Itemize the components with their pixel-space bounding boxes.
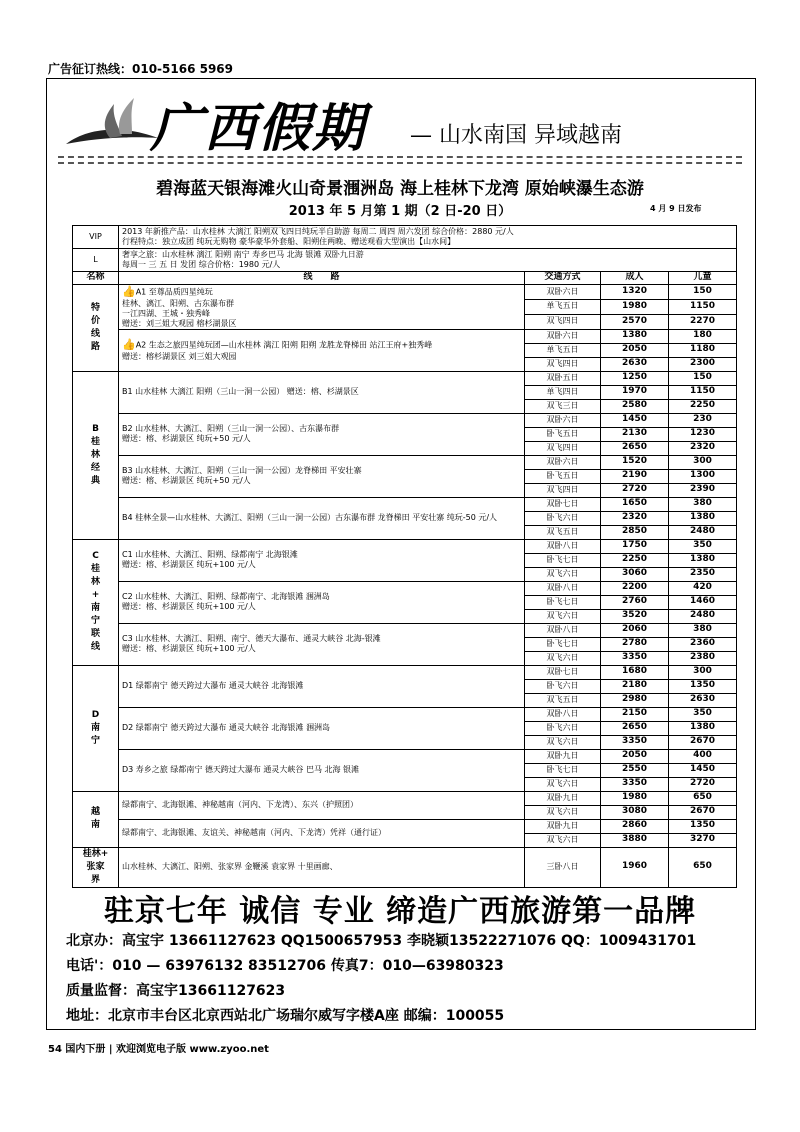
transport-cell: 双飞六日 bbox=[525, 777, 601, 791]
transport-cell: 双飞六日 bbox=[525, 651, 601, 665]
adult-cell: 2550 bbox=[601, 763, 669, 777]
adult-cell: 1680 bbox=[601, 665, 669, 679]
l-row bbox=[73, 249, 737, 272]
table-row bbox=[73, 665, 737, 679]
transport-cell: 双飞四日 bbox=[525, 483, 601, 497]
route-description: 山水桂林、大漓江、阳朔、张家界 金鞭溪 袁家界 十里画廊、 bbox=[119, 847, 525, 887]
child-cell: 2380 bbox=[669, 651, 737, 665]
adult-cell: 2250 bbox=[601, 553, 669, 567]
adult-cell: 1380 bbox=[601, 329, 669, 343]
transport-cell: 卧飞六日 bbox=[525, 721, 601, 735]
table-row bbox=[73, 329, 737, 343]
table-row bbox=[73, 413, 737, 427]
child-cell: 3270 bbox=[669, 833, 737, 847]
child-cell: 1460 bbox=[669, 595, 737, 609]
child-cell: 2480 bbox=[669, 609, 737, 623]
child-cell: 1150 bbox=[669, 385, 737, 399]
transport-cell: 卧飞六日 bbox=[525, 511, 601, 525]
adult-cell: 1960 bbox=[601, 847, 669, 887]
transport-cell: 卧飞七日 bbox=[525, 595, 601, 609]
child-cell: 2630 bbox=[669, 693, 737, 707]
child-cell: 2350 bbox=[669, 567, 737, 581]
route-description: D3 寿乡之旅 绿都南宁 德天跨过大瀑布 通灵大峡谷 巴马 北海 银滩 bbox=[119, 749, 525, 791]
transport-cell: 双飞六日 bbox=[525, 735, 601, 749]
transport-cell: 双卧六日 bbox=[525, 455, 601, 469]
adult-cell: 2860 bbox=[601, 819, 669, 833]
transport-cell: 双卧八日 bbox=[525, 581, 601, 595]
adult-cell: 2580 bbox=[601, 399, 669, 413]
thumbs-up-icon: 👍 bbox=[122, 285, 136, 298]
contact-address: 地址：北京市丰台区北京西站北广场瑞尔威写字楼A座 邮编：100055 bbox=[66, 1008, 505, 1024]
table-row bbox=[73, 581, 737, 595]
adult-cell: 1980 bbox=[601, 791, 669, 805]
transport-cell: 单飞四日 bbox=[525, 385, 601, 399]
transport-cell: 卧飞五日 bbox=[525, 427, 601, 441]
route-description: B3 山水桂林、大漓江、阳朔（三山一洞一公园）龙脊梯田 平安壮寨 赠送：榕、杉湖景区 纯玩+50 元/人 bbox=[119, 455, 525, 497]
adult-cell: 2050 bbox=[601, 749, 669, 763]
adult-cell: 1750 bbox=[601, 539, 669, 553]
adult-cell: 2720 bbox=[601, 483, 669, 497]
transport-cell: 双飞五日 bbox=[525, 693, 601, 707]
adult-cell: 2650 bbox=[601, 441, 669, 455]
transport-cell: 双卧六日 bbox=[525, 329, 601, 343]
transport-cell: 双飞六日 bbox=[525, 805, 601, 819]
child-cell: 2270 bbox=[669, 314, 737, 329]
table-row bbox=[73, 749, 737, 763]
l-label: L bbox=[73, 249, 119, 272]
route-text: A2 生态之旅四星纯玩团—山水桂林 漓江 阳朔 阳朔 龙胜龙脊梯田 站江王府+独秀峰 赠送：榕杉湖景区 刘三姐大观园 bbox=[122, 340, 433, 362]
section-label: C 桂 林 + 南 宁 联 线 bbox=[73, 539, 119, 665]
child-cell: 300 bbox=[669, 665, 737, 679]
route-description: B2 山水桂林、大漓江、阳朔（三山一洞一公园）、古东瀑布群 赠送：榕、杉湖景区 纯玩+50 元/人 bbox=[119, 413, 525, 455]
contact-beijing-office: 北京办：高宝宇 13661127623 QQ1500657953 李晓颖13522271076 QQ：1009431701 bbox=[66, 933, 697, 949]
brand-title: 广西假期 bbox=[150, 98, 367, 159]
transport-cell: 单飞五日 bbox=[525, 343, 601, 357]
adult-cell: 1650 bbox=[601, 497, 669, 511]
vip-row bbox=[73, 226, 737, 249]
divider bbox=[58, 162, 742, 164]
thumbs-up-icon: 👍 bbox=[122, 338, 136, 352]
adult-cell: 2320 bbox=[601, 511, 669, 525]
issue-date: 2013 年 5 月第 1 期（2 日-20 日） bbox=[288, 204, 512, 219]
transport-cell: 双飞四日 bbox=[525, 441, 601, 455]
transport-cell: 双飞四日 bbox=[525, 357, 601, 371]
adult-cell: 2760 bbox=[601, 595, 669, 609]
transport-cell: 双飞六日 bbox=[525, 609, 601, 623]
adult-cell: 2190 bbox=[601, 469, 669, 483]
child-cell: 2320 bbox=[669, 441, 737, 455]
route-description: D2 绿都南宁 德天跨过大瀑布 通灵大峡谷 北海银滩 涠洲岛 bbox=[119, 707, 525, 749]
divider bbox=[58, 156, 742, 158]
col-transport: 交通方式 bbox=[525, 272, 601, 285]
adult-cell: 1250 bbox=[601, 371, 669, 385]
price-table bbox=[72, 225, 737, 888]
table-row bbox=[73, 285, 737, 300]
adult-cell: 1980 bbox=[601, 299, 669, 314]
child-cell: 150 bbox=[669, 285, 737, 300]
child-cell: 2250 bbox=[669, 399, 737, 413]
route-description: 绿都南宁、北海银滩、神秘越南（河内、下龙湾）、东兴（护照团） bbox=[119, 791, 525, 819]
adult-cell: 2150 bbox=[601, 707, 669, 721]
route-description: B4 桂林全景—山水桂林、大漓江、阳朔（三山一洞一公园）古东瀑布群 龙脊梯田 平安壮寨 纯玩-50 元/人 bbox=[119, 497, 525, 539]
col-route: 线 路 bbox=[119, 272, 525, 285]
child-cell: 1380 bbox=[669, 511, 737, 525]
child-cell: 2390 bbox=[669, 483, 737, 497]
adult-cell: 1450 bbox=[601, 413, 669, 427]
transport-cell: 双卧九日 bbox=[525, 819, 601, 833]
section-label: 越 南 bbox=[73, 791, 119, 847]
child-cell: 1350 bbox=[669, 679, 737, 693]
adult-cell: 3880 bbox=[601, 833, 669, 847]
child-cell: 150 bbox=[669, 371, 737, 385]
transport-cell: 双卧六日 bbox=[525, 285, 601, 300]
contact-phone-fax: 电话'：010 — 63976132 83512706 传真7：010—63980323 bbox=[66, 958, 504, 974]
transport-cell: 双飞四日 bbox=[525, 314, 601, 329]
transport-cell: 双飞三日 bbox=[525, 399, 601, 413]
table-row bbox=[73, 847, 737, 887]
transport-cell: 双卧九日 bbox=[525, 791, 601, 805]
child-cell: 400 bbox=[669, 749, 737, 763]
route-description: C1 山水桂林、大漓江、阳朔、绿都南宁 北海银滩 赠送：榕、杉湖景区 纯玩+100 元/人 bbox=[119, 539, 525, 581]
table-row bbox=[73, 455, 737, 469]
adult-cell: 3350 bbox=[601, 651, 669, 665]
child-cell: 1230 bbox=[669, 427, 737, 441]
section-label: 特 价 线 路 bbox=[73, 285, 119, 372]
adult-cell: 3060 bbox=[601, 567, 669, 581]
adult-cell: 3350 bbox=[601, 735, 669, 749]
table-row bbox=[73, 819, 737, 833]
transport-cell: 卧飞七日 bbox=[525, 763, 601, 777]
route-description: C3 山水桂林、大漓江、阳朔、南宁、德天大瀑布、通灵大峡谷 北海-银滩 赠送：榕、杉湖景区 纯玩+100 元/人 bbox=[119, 623, 525, 665]
child-cell: 380 bbox=[669, 497, 737, 511]
child-cell: 650 bbox=[669, 791, 737, 805]
adult-cell: 2050 bbox=[601, 343, 669, 357]
child-cell: 380 bbox=[669, 623, 737, 637]
adult-cell: 3520 bbox=[601, 609, 669, 623]
child-cell: 1300 bbox=[669, 469, 737, 483]
transport-cell: 双卧七日 bbox=[525, 665, 601, 679]
child-cell: 2360 bbox=[669, 637, 737, 651]
vip-text: 2013 年新推产品：山水桂林 大漓江 阳朔双飞四日纯玩半自助游 每周二 周四 周六发团 综合价格：2880 元/人 行程特点：独立成团 纯玩无购物 豪华豪华外套船、阳朔住两晚、赠送观看大型演出【山水间】 bbox=[119, 226, 737, 249]
contact-quality: 质量监督：高宝宇13661127623 bbox=[66, 983, 286, 999]
transport-cell: 双飞六日 bbox=[525, 833, 601, 847]
child-cell: 1380 bbox=[669, 721, 737, 735]
adult-cell: 1520 bbox=[601, 455, 669, 469]
table-row bbox=[73, 497, 737, 511]
col-child: 儿童 bbox=[669, 272, 737, 285]
adult-cell: 3350 bbox=[601, 777, 669, 791]
adult-cell: 2780 bbox=[601, 637, 669, 651]
adult-cell: 2650 bbox=[601, 721, 669, 735]
child-cell: 2480 bbox=[669, 525, 737, 539]
child-cell: 2300 bbox=[669, 357, 737, 371]
route-description bbox=[119, 285, 525, 330]
child-cell: 350 bbox=[669, 539, 737, 553]
transport-cell: 双卧九日 bbox=[525, 749, 601, 763]
adult-cell: 2130 bbox=[601, 427, 669, 441]
adult-cell: 2570 bbox=[601, 314, 669, 329]
table-row bbox=[73, 791, 737, 805]
child-cell: 1380 bbox=[669, 553, 737, 567]
route-description: B1 山水桂林 大漓江 阳朔（三山一洞一公园） 赠送：榕、杉湖景区 bbox=[119, 371, 525, 413]
transport-cell: 双飞六日 bbox=[525, 567, 601, 581]
child-cell: 350 bbox=[669, 707, 737, 721]
child-cell: 1350 bbox=[669, 819, 737, 833]
vip-label: VIP bbox=[73, 226, 119, 249]
transport-cell: 三卧八日 bbox=[525, 847, 601, 887]
table-row bbox=[73, 623, 737, 637]
route-description: D1 绿都南宁 德天跨过大瀑布 通灵大峡谷 北海银滩 bbox=[119, 665, 525, 707]
table-header bbox=[73, 272, 737, 285]
col-name: 名称 bbox=[73, 272, 119, 285]
adult-cell: 1320 bbox=[601, 285, 669, 300]
child-cell: 420 bbox=[669, 581, 737, 595]
child-cell: 230 bbox=[669, 413, 737, 427]
adult-cell: 2060 bbox=[601, 623, 669, 637]
adult-cell: 2180 bbox=[601, 679, 669, 693]
child-cell: 650 bbox=[669, 847, 737, 887]
child-cell: 300 bbox=[669, 455, 737, 469]
transport-cell: 双卧七日 bbox=[525, 497, 601, 511]
transport-cell: 双卧八日 bbox=[525, 623, 601, 637]
col-adult: 成人 bbox=[601, 272, 669, 285]
transport-cell: 双卧六日 bbox=[525, 413, 601, 427]
route-text: A1 至尊品质四星纯玩 桂林、漓江、阳朔、古东瀑布群 一江四湖、王城・独秀峰 赠送：刘三姐大观园 榕杉湖景区 bbox=[122, 287, 237, 328]
route-description: C2 山水桂林、大漓江、阳朔、绿都南宁、北海银滩 涠洲岛 赠送：榕、杉湖景区 纯玩+100 元/人 bbox=[119, 581, 525, 623]
child-cell: 1180 bbox=[669, 343, 737, 357]
table-row bbox=[73, 371, 737, 385]
company-slogan: 驻京七年 诚信 专业 缔造广西旅游第一品牌 bbox=[103, 894, 697, 929]
transport-cell: 卧飞七日 bbox=[525, 553, 601, 567]
transport-cell: 卧飞五日 bbox=[525, 469, 601, 483]
child-cell: 2670 bbox=[669, 735, 737, 749]
section-label: D 南 宁 bbox=[73, 665, 119, 791]
section-label: B 桂 林 经 典 bbox=[73, 371, 119, 539]
transport-cell: 双卧八日 bbox=[525, 539, 601, 553]
l-text: 奢享之旅：山水桂林 漓江 阳朔 南宁 寿乡巴马 北海 银滩 双卧九日游 每周一 三 五 日 发团 综合价格：1980 元/人 bbox=[119, 249, 737, 272]
slogan-text: 山水南国 异域越南 bbox=[439, 123, 622, 148]
table-row bbox=[73, 707, 737, 721]
brand-slogan: — 山水南国 异域越南 bbox=[410, 123, 622, 148]
transport-cell: 双卧八日 bbox=[525, 707, 601, 721]
child-cell: 2670 bbox=[669, 805, 737, 819]
child-cell: 1150 bbox=[669, 299, 737, 314]
route-description bbox=[119, 329, 525, 371]
transport-cell: 双卧五日 bbox=[525, 371, 601, 385]
price-table-body bbox=[73, 285, 737, 888]
headline: 碧海蓝天银海滩火山奇景涠洲岛 海上桂林下龙湾 原始峡瀑生态游 bbox=[156, 179, 644, 199]
adult-cell: 2200 bbox=[601, 581, 669, 595]
page-footer: 54 国内下册 | 欢迎浏览电子版 www.zyoo.net bbox=[48, 1044, 269, 1055]
transport-cell: 双飞五日 bbox=[525, 525, 601, 539]
publish-date: 4 月 9 日发布 bbox=[650, 204, 702, 213]
adult-cell: 2630 bbox=[601, 357, 669, 371]
ad-hotline: 广告征订热线：010-5166 5969 bbox=[48, 62, 234, 76]
transport-cell: 卧飞七日 bbox=[525, 637, 601, 651]
adult-cell: 1970 bbox=[601, 385, 669, 399]
child-cell: 1450 bbox=[669, 763, 737, 777]
section-label: 桂林+ 张家 界 bbox=[73, 847, 119, 887]
table-row bbox=[73, 539, 737, 553]
adult-cell: 2980 bbox=[601, 693, 669, 707]
child-cell: 2720 bbox=[669, 777, 737, 791]
transport-cell: 单飞五日 bbox=[525, 299, 601, 314]
transport-cell: 卧飞六日 bbox=[525, 679, 601, 693]
route-description: 绿都南宁、北海银滩、友谊关、神秘越南（河内、下龙湾）凭祥（通行证） bbox=[119, 819, 525, 847]
adult-cell: 3080 bbox=[601, 805, 669, 819]
child-cell: 180 bbox=[669, 329, 737, 343]
adult-cell: 2850 bbox=[601, 525, 669, 539]
